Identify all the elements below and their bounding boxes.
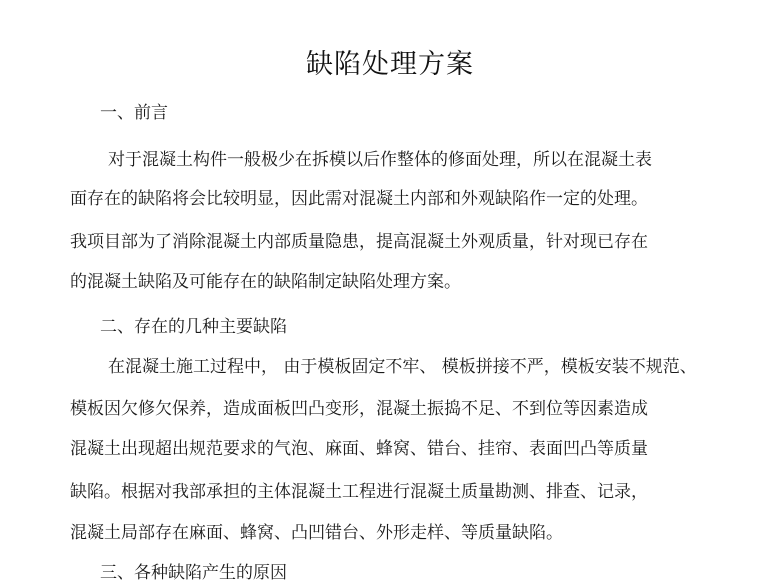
- paragraph-line: 我项目部为了消除混凝土内部质量隐患，提高混凝土外观质量，针对现已存在: [70, 232, 648, 252]
- paragraph-line: 在混凝土施工过程中， 由于模板固定不牢、 模板拼接不严，模板安装不规范、: [108, 357, 697, 377]
- paragraph-line: 混凝土局部存在麻面、蜂窝、凸凹错台、外形走样、等质量缺陷。: [70, 523, 563, 543]
- section-heading-preface: 一、前言: [100, 103, 168, 123]
- paragraph-line: 面存在的缺陷将会比较明显，因此需对混凝土内部和外观缺陷作一定的处理。: [70, 189, 648, 209]
- section-heading-defects: 二、存在的几种主要缺陷: [100, 317, 287, 337]
- document-title: 缺陷处理方案: [306, 49, 474, 80]
- paragraph-line: 混凝土出现超出规范要求的气泡、麻面、蜂窝、错台、挂帘、表面凹凸等质量: [70, 439, 648, 459]
- paragraph-line: 的混凝土缺陷及可能存在的缺陷制定缺陷处理方案。: [70, 272, 461, 292]
- paragraph-line: 对于混凝土构件一般极少在拆模以后作整体的修面处理，所以在混凝土表: [108, 150, 652, 170]
- paragraph-line: 缺陷。根据对我部承担的主体混凝土工程进行混凝土质量勘测、排查、记录，: [70, 482, 648, 502]
- paragraph-line: 模板因欠修欠保养，造成面板凹凸变形，混凝土振捣不足、不到位等因素造成: [70, 399, 648, 419]
- section-heading-causes: 三、各种缺陷产生的原因: [100, 563, 287, 583]
